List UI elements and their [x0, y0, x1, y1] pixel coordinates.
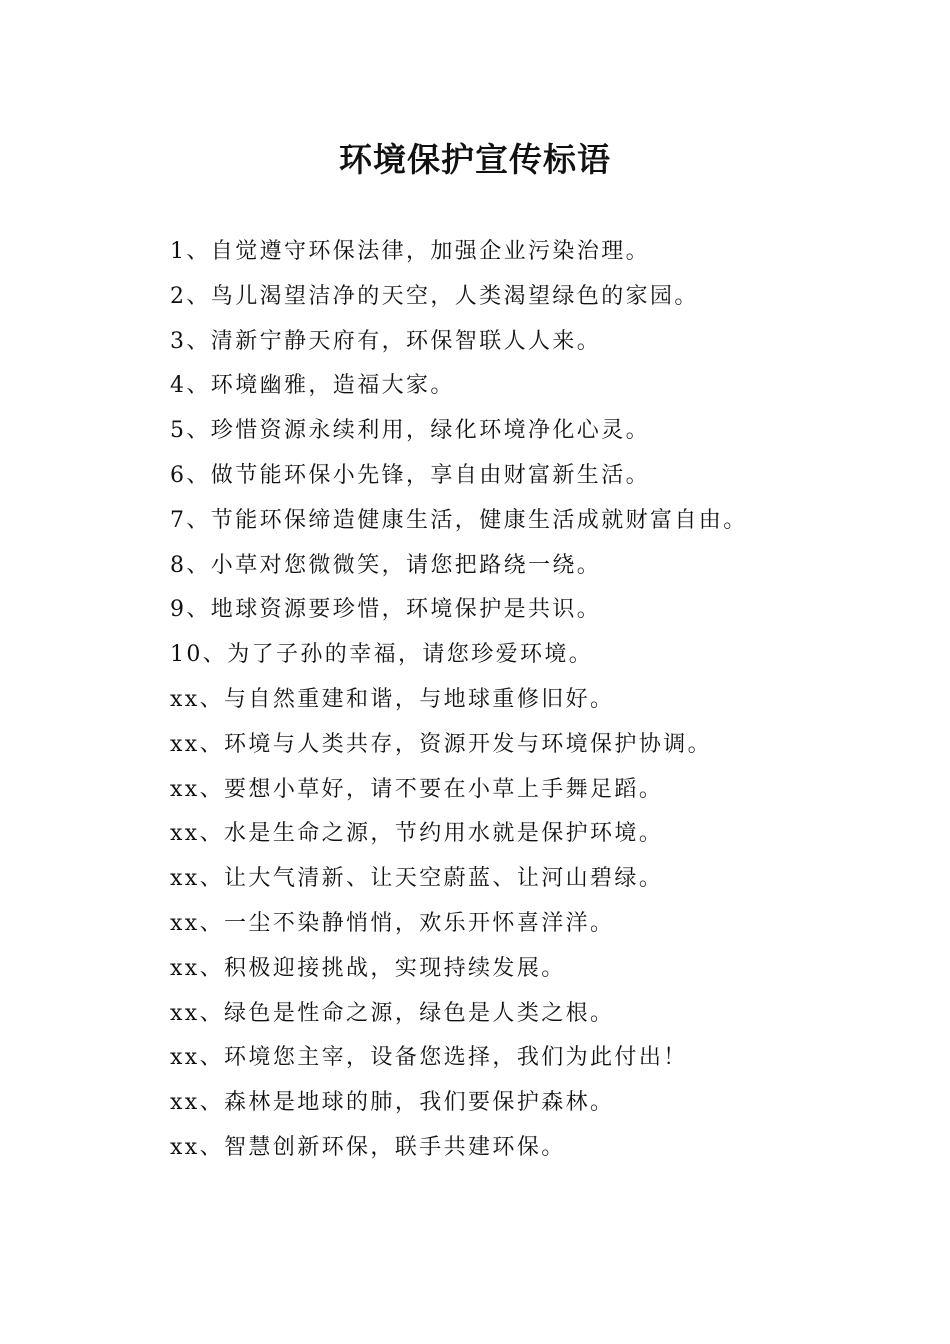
slogan-item: 2、鸟儿渴望洁净的天空，人类渴望绿色的家园。 [170, 283, 699, 309]
slogan-item: xx、要想小草好，请不要在小草上手舞足蹈。 [170, 776, 664, 802]
slogan-item: 4、环境幽雅，造福大家。 [170, 373, 455, 399]
slogan-item: xx、环境与人类共存，资源开发与环境保护协调。 [170, 731, 713, 757]
document-title: 环境保护宣传标语 [339, 140, 611, 179]
slogan-item: xx、让大气清新、让天空蔚蓝、让河山碧绿。 [170, 866, 664, 892]
slogan-item: xx、与自然重建和谐，与地球重修旧好。 [170, 686, 615, 712]
slogan-item: xx、一尘不染静悄悄，欢乐开怀喜洋洋。 [170, 910, 615, 936]
slogan-item: 5、珍惜资源永续利用，绿化环境净化心灵。 [170, 418, 650, 444]
slogan-item: xx、环境您主宰，设备您选择，我们为此付出！ [170, 1045, 688, 1071]
slogan-item: 3、清新宁静天府有，环保智联人人来。 [170, 328, 602, 354]
slogan-item: 10、为了子孙的幸福，请您珍爱环境。 [170, 642, 594, 668]
slogan-item: xx、积极迎接挑战，实现持续发展。 [170, 955, 566, 981]
slogan-item: 8、小草对您微微笑，请您把路绕一绕。 [170, 552, 602, 578]
slogan-item: xx、森林是地球的肺，我们要保护森林。 [170, 1090, 615, 1116]
slogan-item: 9、地球资源要珍惜，环境保护是共识。 [170, 597, 602, 623]
slogan-item: xx、智慧创新环保，联手共建环保。 [170, 1134, 566, 1160]
slogan-item: 6、做节能环保小先锋，享自由财富新生活。 [170, 462, 650, 488]
slogan-item: 7、节能环保缔造健康生活，健康生活成就财富自由。 [170, 507, 748, 533]
slogan-item: xx、水是生命之源，节约用水就是保护环境。 [170, 821, 664, 847]
slogan-item: 1、自觉遵守环保法律，加强企业污染治理。 [170, 239, 650, 264]
slogan-list [170, 230, 870, 1171]
slogan-item: xx、绿色是性命之源，绿色是人类之根。 [170, 1000, 615, 1026]
